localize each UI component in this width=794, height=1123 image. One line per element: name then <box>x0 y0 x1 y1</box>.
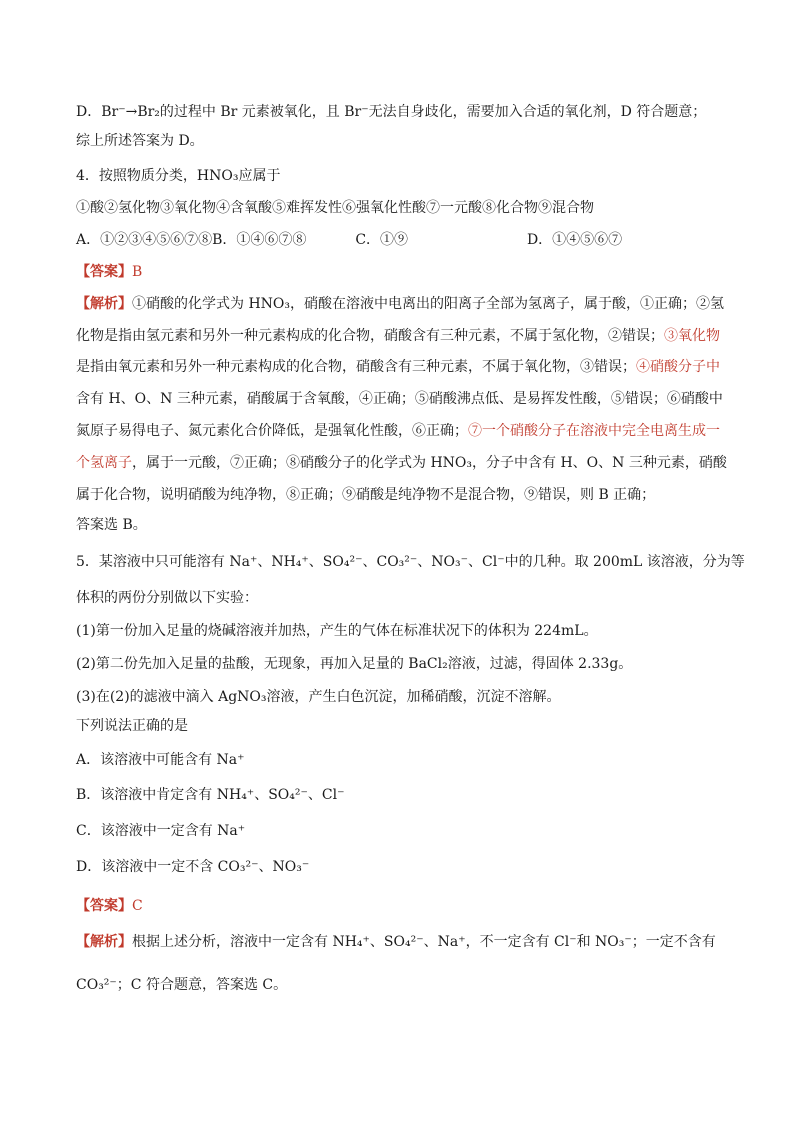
q5-option-d: D．该溶液中一定不含 CO₃²⁻、NO₃⁻ <box>76 859 310 875</box>
q4-option-a: A．①②③④⑤⑥⑦⑧ <box>76 232 213 248</box>
analysis-text: 是指由氧元素和另外一种元素构成的化合物，硝酸含有三种元素，不属于氧化物，③错误； <box>76 359 636 375</box>
q4-options <box>76 230 622 250</box>
q5-option-a: A．该溶液中可能含有 Na⁺ <box>76 752 245 768</box>
q4-analysis-line-7: 属于化合物，说明硝酸为纯净物，⑧正确；⑨硝酸是纯净物不是混合物，⑨错误，则 B 正确； <box>76 487 656 503</box>
q5-analysis-line-1 <box>76 932 716 952</box>
analysis-highlight: ⑦一个硝酸分子在溶液中完全电离生成一 <box>468 423 720 439</box>
analysis-text: 根据上述分析，溶液中一定含有 NH₄⁺、SO₄²⁻、Na⁺，不一定含有 Cl⁻和 NO₃⁻；一定不含有 <box>132 934 716 950</box>
q5-experiment-2: (2)第二份先加入足量的盐酸，无现象，再加入足量的 BaCl₂溶液，过滤，得固体 2.33g。 <box>76 656 633 672</box>
q4-analysis-end: 答案选 B。 <box>76 517 147 533</box>
analysis-text: 氮原子易得电子、氮元素化合价降低，是强氧化性酸，⑥正确； <box>76 423 468 439</box>
q4-option-b: B．①④⑥⑦⑧ <box>212 232 307 248</box>
q4-option-c: C．①⑨ <box>355 232 409 248</box>
q4-analysis-line-5 <box>76 421 720 441</box>
analysis-text: 化物是指由氢元素和另外一种元素构成的化合物，硝酸含有三种元素，不属于氢化物，②错误； <box>76 328 664 344</box>
analysis-text: ⑥硝酸中 <box>666 391 723 407</box>
answer-label: 【答案】 <box>76 264 132 280</box>
q5-experiment-3: (3)在(2)的滤液中滴入 AgNO₃溶液，产生白色沉淀，加稀硝酸，沉淀不溶解。 <box>76 689 561 705</box>
analysis-highlight: 个氢离子 <box>76 455 132 471</box>
q5-question: 下列说法正确的是 <box>76 718 188 734</box>
answer-label: 【答案】 <box>76 898 132 914</box>
q4-analysis-line-1 <box>76 294 724 314</box>
q4-analysis-line-3 <box>76 357 720 377</box>
q3-option-d-explanation: D．Br⁻→Br₂的过程中 Br 元素被氧化，且 Br⁻无法自身歧化，需要加入合适的氧化剂，D 符合题意； <box>76 104 707 120</box>
answer-value: C <box>132 898 143 914</box>
analysis-highlight: ④硝酸分子中 <box>636 359 720 375</box>
q5-option-c: C．该溶液中一定含有 Na⁺ <box>76 823 246 839</box>
q5-experiment-1: (1)第一份加入足量的烧碱溶液并加热，产生的气体在标准状况下的体积为 224mL。 <box>76 623 598 639</box>
analysis-text: ①硝酸的化学式为 HNO₃，硝酸在溶液中电离出的阳离子全部为氢离子，属于酸，①正确；②氢 <box>132 296 724 312</box>
analysis-highlight: ③氧化物 <box>664 328 720 344</box>
q4-analysis-line-2 <box>76 326 720 346</box>
q5-stem-line-1: 5．某溶液中只可能溶有 Na⁺、NH₄⁺、SO₄²⁻、CO₃²⁻、NO₃⁻、Cl⁻中的几种。取 200mL 该溶液，分为等 <box>76 554 745 570</box>
q4-stem: 4．按照物质分类，HNO₃应属于 <box>76 168 281 184</box>
analysis-label: 【解析】 <box>76 934 132 950</box>
answer-value: B <box>132 264 143 280</box>
q4-analysis-line-4 <box>76 389 723 409</box>
q3-summary: 综上所述答案为 D。 <box>76 133 204 149</box>
q5-analysis-line-2: CO₃²⁻；C 符合题意，答案选 C。 <box>76 977 288 993</box>
analysis-text: ，属于一元酸，⑦正确；⑧硝酸分子的化学式为 HNO₃，分子中含有 H、O、N 三种元素，硝酸 <box>132 455 727 471</box>
q4-option-d: D．①④⑤⑥⑦ <box>526 232 623 248</box>
analysis-label: 【解析】 <box>76 296 132 312</box>
q4-analysis-line-6 <box>76 453 727 473</box>
q5-option-b: B．该溶液中肯定含有 NH₄⁺、SO₄²⁻、Cl⁻ <box>76 787 345 803</box>
q5-answer <box>76 896 143 916</box>
q4-choices-list: ①酸②氢化物③氧化物④含氧酸⑤难挥发性⑥强氧化性酸⑦一元酸⑧化合物⑨混合物 <box>76 200 594 216</box>
q5-stem-line-2: 体积的两份分别做以下实验： <box>76 590 258 606</box>
q4-answer <box>76 262 142 282</box>
analysis-text: 含有 H、O、N 三种元素，硝酸属于含氧酸，④正确；⑤硝酸沸点低、是易挥发性酸，⑤错误； <box>76 391 667 407</box>
